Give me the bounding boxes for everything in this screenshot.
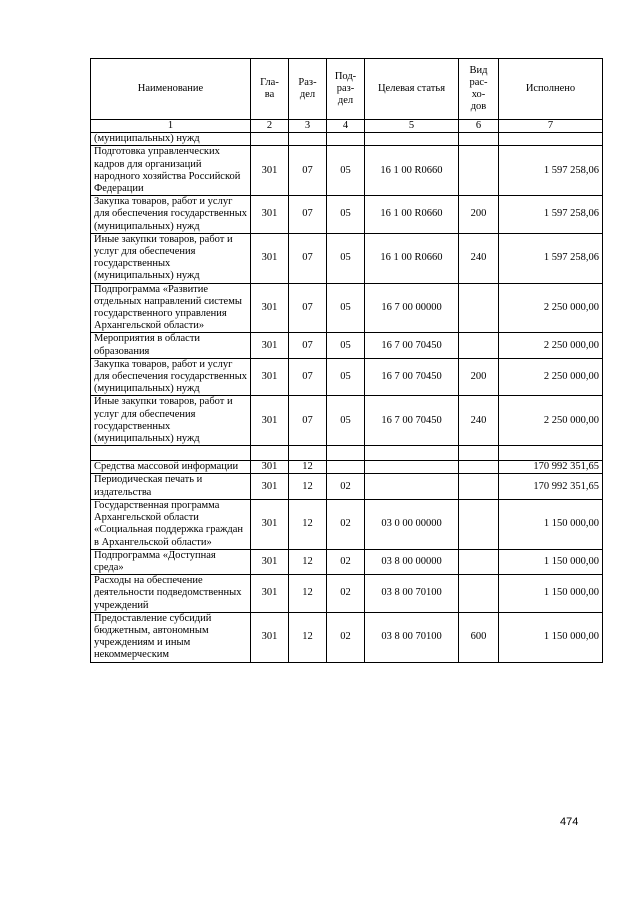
column-number: 6 — [459, 120, 499, 133]
row-vid: 240 — [459, 233, 499, 283]
header-row — [91, 59, 603, 120]
row-target: 03 8 00 00000 — [365, 549, 459, 574]
table-row — [91, 549, 603, 574]
row-glava: 301 — [251, 396, 289, 446]
row-name: Расходы на обеспечение деятельности подведомственных учреждений — [91, 575, 251, 613]
row-amount: 1 597 258,06 — [499, 146, 603, 196]
row-amount: 2 250 000,00 — [499, 333, 603, 358]
table-row — [91, 233, 603, 283]
row-podrazdel: 05 — [327, 146, 365, 196]
row-vid: 200 — [459, 358, 499, 396]
row-razdel: 07 — [289, 196, 327, 234]
row-name: Иные закупки товаров, работ и услуг для обеспечения государственных (муниципальных) нужд — [91, 396, 251, 446]
row-name: Иные закупки товаров, работ и услуг для обеспечения государственных (муниципальных) нужд — [91, 233, 251, 283]
row-razdel: 12 — [289, 575, 327, 613]
row-podrazdel: 02 — [327, 575, 365, 613]
row-name: Закупка товаров, работ и услуг для обеспечения государственных (муниципальных) нужд — [91, 196, 251, 234]
row-glava: 301 — [251, 233, 289, 283]
header-glava: Гла- ва — [251, 59, 289, 120]
row-name: Предоставление субсидий бюджетным, автономным учреждениям и иным некоммерческим — [91, 612, 251, 662]
page-number: 474 — [560, 816, 579, 828]
row-glava: 301 — [251, 549, 289, 574]
row-target: 16 7 00 70450 — [365, 396, 459, 446]
row-glava: 301 — [251, 358, 289, 396]
row-glava: 301 — [251, 575, 289, 613]
row-name: Средства массовой информации — [91, 461, 251, 474]
row-name: Подпрограмма «Доступная среда» — [91, 549, 251, 574]
header-vid: Вид рас- хо- дов — [459, 59, 499, 120]
row-podrazdel — [327, 461, 365, 474]
row-podrazdel: 02 — [327, 499, 365, 549]
row-vid — [459, 133, 499, 146]
row-target: 16 1 00 R0660 — [365, 233, 459, 283]
row-name: Закупка товаров, работ и услуг для обеспечения государственных (муниципальных) нужд — [91, 358, 251, 396]
table-row — [91, 196, 603, 234]
row-amount: 2 250 000,00 — [499, 358, 603, 396]
header-razdel: Раз- дел — [289, 59, 327, 120]
row-amount: 2 250 000,00 — [499, 396, 603, 446]
row-podrazdel: 05 — [327, 233, 365, 283]
row-razdel: 12 — [289, 549, 327, 574]
row-vid — [459, 549, 499, 574]
row-vid — [459, 575, 499, 613]
row-razdel: 12 — [289, 499, 327, 549]
table-row — [91, 575, 603, 613]
row-glava: 301 — [251, 499, 289, 549]
row-podrazdel: 05 — [327, 196, 365, 234]
table-row — [91, 474, 603, 499]
table-row — [91, 396, 603, 446]
budget-table — [90, 58, 603, 663]
row-podrazdel: 05 — [327, 283, 365, 333]
row-glava — [251, 133, 289, 146]
row-razdel: 07 — [289, 333, 327, 358]
row-amount: 1 150 000,00 — [499, 575, 603, 613]
column-number: 7 — [499, 120, 603, 133]
row-amount: 170 992 351,65 — [499, 461, 603, 474]
row-amount: 2 250 000,00 — [499, 283, 603, 333]
row-target: 03 8 00 70100 — [365, 575, 459, 613]
row-podrazdel — [327, 133, 365, 146]
row-glava: 301 — [251, 333, 289, 358]
row-vid — [459, 461, 499, 474]
row-razdel: 07 — [289, 283, 327, 333]
row-razdel — [289, 133, 327, 146]
row-razdel: 12 — [289, 612, 327, 662]
row-name — [91, 446, 251, 461]
row-target: 03 8 00 70100 — [365, 612, 459, 662]
row-vid — [459, 474, 499, 499]
row-amount: 1 150 000,00 — [499, 499, 603, 549]
row-amount — [499, 133, 603, 146]
table-row — [91, 358, 603, 396]
row-podrazdel: 05 — [327, 396, 365, 446]
column-number: 4 — [327, 120, 365, 133]
row-target: 16 7 00 00000 — [365, 283, 459, 333]
row-glava: 301 — [251, 146, 289, 196]
header-name: Наименование — [91, 59, 251, 120]
row-amount — [499, 446, 603, 461]
row-target — [365, 133, 459, 146]
row-vid — [459, 146, 499, 196]
header-podrazdel: Под- раз- дел — [327, 59, 365, 120]
row-target: 16 7 00 70450 — [365, 358, 459, 396]
row-glava: 301 — [251, 461, 289, 474]
header-target: Целевая статья — [365, 59, 459, 120]
column-number: 5 — [365, 120, 459, 133]
row-vid: 240 — [459, 396, 499, 446]
table-row — [91, 133, 603, 146]
table-row — [91, 283, 603, 333]
row-target — [365, 461, 459, 474]
row-podrazdel: 02 — [327, 612, 365, 662]
row-target: 16 1 00 R0660 — [365, 146, 459, 196]
row-vid: 200 — [459, 196, 499, 234]
header-done: Исполнено — [499, 59, 603, 120]
row-name: Мероприятия в области образования — [91, 333, 251, 358]
table-row — [91, 461, 603, 474]
row-razdel: 12 — [289, 461, 327, 474]
row-target — [365, 474, 459, 499]
row-target — [365, 446, 459, 461]
table-row — [91, 333, 603, 358]
row-vid — [459, 283, 499, 333]
row-amount: 170 992 351,65 — [499, 474, 603, 499]
row-name: Подготовка управленческих кадров для организаций народного хозяйства Российской Федерации — [91, 146, 251, 196]
row-amount: 1 597 258,06 — [499, 233, 603, 283]
row-glava: 301 — [251, 196, 289, 234]
row-amount: 1 150 000,00 — [499, 612, 603, 662]
row-razdel: 12 — [289, 474, 327, 499]
row-name: Государственная программа Архангельской области «Социальная поддержка граждан в Архангельской области» — [91, 499, 251, 549]
row-vid — [459, 499, 499, 549]
row-name: Периодическая печать и издательства — [91, 474, 251, 499]
row-amount: 1 150 000,00 — [499, 549, 603, 574]
table-row — [91, 499, 603, 549]
row-glava: 301 — [251, 612, 289, 662]
column-number: 2 — [251, 120, 289, 133]
row-amount: 1 597 258,06 — [499, 196, 603, 234]
table-row — [91, 612, 603, 662]
row-glava — [251, 446, 289, 461]
row-podrazdel: 02 — [327, 474, 365, 499]
column-number: 1 — [91, 120, 251, 133]
row-target: 16 1 00 R0660 — [365, 196, 459, 234]
row-podrazdel: 05 — [327, 358, 365, 396]
row-razdel: 07 — [289, 146, 327, 196]
row-name: Подпрограмма «Развитие отдельных направлений системы государственного управления Архангельской области» — [91, 283, 251, 333]
row-podrazdel: 05 — [327, 333, 365, 358]
row-name: (муниципальных) нужд — [91, 133, 251, 146]
row-vid — [459, 446, 499, 461]
row-razdel — [289, 446, 327, 461]
row-podrazdel — [327, 446, 365, 461]
table-row — [91, 146, 603, 196]
row-podrazdel: 02 — [327, 549, 365, 574]
row-target: 03 0 00 00000 — [365, 499, 459, 549]
column-numbers-row — [91, 120, 603, 133]
row-vid — [459, 333, 499, 358]
row-target: 16 7 00 70450 — [365, 333, 459, 358]
row-vid: 600 — [459, 612, 499, 662]
blank-row — [91, 446, 603, 461]
row-razdel: 07 — [289, 396, 327, 446]
column-number: 3 — [289, 120, 327, 133]
row-glava: 301 — [251, 283, 289, 333]
row-razdel: 07 — [289, 358, 327, 396]
row-razdel: 07 — [289, 233, 327, 283]
row-glava: 301 — [251, 474, 289, 499]
